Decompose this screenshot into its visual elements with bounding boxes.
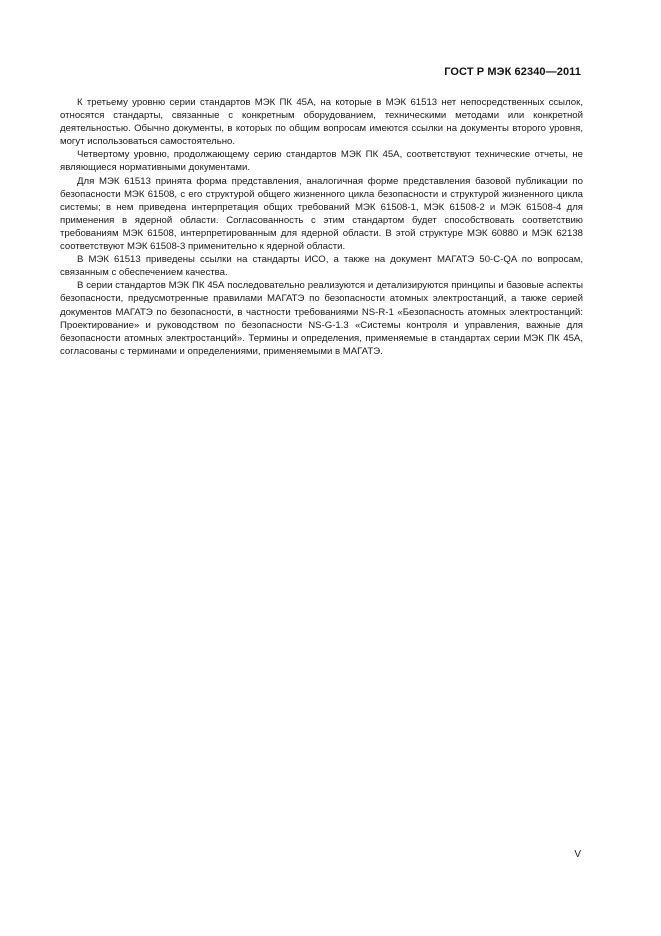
paragraph-iaea-principles: В серии стандартов МЭК ПК 45А последовательно реализуются и детализируются принципы и базовые аспекты безопасности, предусмотренные правилами МАГАТЭ по безопасности атомных электростанций, а также серией документов МАГАТЭ по безопасности, в частности требованиями NS-R-1 «Безопасность атомных электростанций: Проектирование» и руководством по безопасности NS-G-1.3 «Системы контроля и управления, важные для безопасности атомных электростанций». Термины и определения, применяемые в стандартах серии МЭК ПК 45А, согласованы с терминами и определениями, применяемыми в МАГАТЭ. <box>60 280 583 357</box>
paragraph-level-four: Четвертому уровню, продолжающему серию стандартов МЭК ПК 45А, соответствуют технические отчеты, не являющиеся нормативными документами. <box>60 149 583 174</box>
paragraph-level-three: К третьему уровню серии стандартов МЭК ПК 45А, на которые в МЭК 61513 нет непосредственных ссылок, относятся стандарты, связанные с конкретным оборудованием, техническими методами или конкретной деятельностью. Обычно документы, в которых по общим вопросам имеются ссылки на документы второго уровня, могут использоваться самостоятельно. <box>60 97 583 148</box>
paragraph-iso-references: В МЭК 61513 приведены ссылки на стандарты ИСО, а также на документ МАГАТЭ 50-C-QA по вопросам, связанным с обеспечением качества. <box>60 254 583 279</box>
page-number: V <box>574 849 581 860</box>
standard-code-header: ГОСТ Р МЭК 62340—2011 <box>444 66 581 78</box>
body-text <box>60 96 583 358</box>
paragraph-iec-61513-form: Для МЭК 61513 принята форма представления, аналогичная форме представления базовой публикации по безопасности МЭК 61508, с его структурой общего жизненного цикла безопасности и структурой жизненного цикла системы; в нем приведена интерпретация общих требований МЭК 61508-1, МЭК 61508-2 и МЭК 61508-4 для применения в ядерной области. Согласованность с этим стандартом будет способствовать соответствию требованиям МЭК 61508, интерпретированным для ядерной области. В этой структуре МЭК 60880 и МЭК 62138 соответствуют МЭК 61508-3 применительно к ядерной области. <box>60 175 583 253</box>
